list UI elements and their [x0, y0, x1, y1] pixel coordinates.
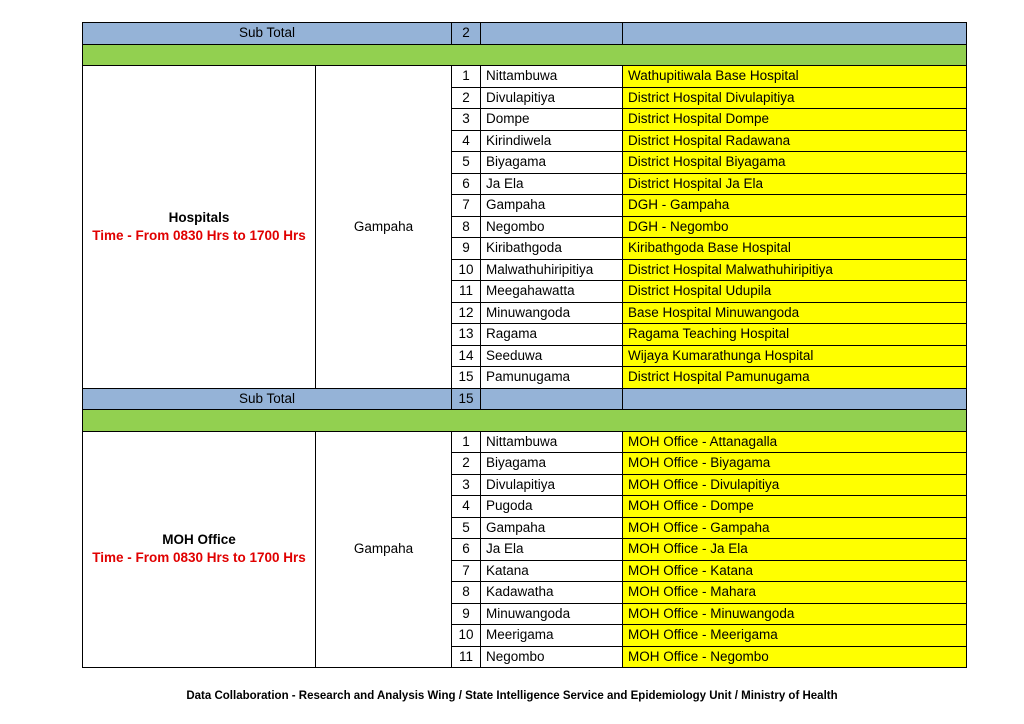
subtotal-value: 2 [452, 23, 481, 45]
row-number: 9 [452, 603, 481, 625]
row-number: 4 [452, 496, 481, 518]
place-cell: DGH - Negombo [623, 216, 967, 238]
subtotal-label: Sub Total [83, 23, 452, 45]
separator-cell [83, 44, 967, 66]
subtotal-empty [623, 23, 967, 45]
area-cell: Negombo [481, 216, 623, 238]
area-cell: Biyagama [481, 152, 623, 174]
area-cell: Malwathuhiripitiya [481, 259, 623, 281]
area-cell: Seeduwa [481, 345, 623, 367]
place-cell: MOH Office - Gampaha [623, 517, 967, 539]
row-number: 2 [452, 453, 481, 475]
place-cell: MOH Office - Attanagalla [623, 431, 967, 453]
row-number: 2 [452, 87, 481, 109]
category-time: Time - From 0830 Hrs to 1700 Hrs [92, 227, 306, 243]
row-number: 1 [452, 431, 481, 453]
place-cell: District Hospital Divulapitiya [623, 87, 967, 109]
place-cell: MOH Office - Mahara [623, 582, 967, 604]
place-cell: MOH Office - Ja Ela [623, 539, 967, 561]
row-number: 5 [452, 517, 481, 539]
row-number: 11 [452, 281, 481, 303]
separator-cell [83, 410, 967, 432]
place-cell: MOH Office - Meerigama [623, 625, 967, 647]
area-cell: Meerigama [481, 625, 623, 647]
place-cell: MOH Office - Negombo [623, 646, 967, 668]
locations-table [82, 22, 967, 668]
row-number: 14 [452, 345, 481, 367]
area-cell: Negombo [481, 646, 623, 668]
category-cell [83, 66, 316, 389]
area-cell: Ragama [481, 324, 623, 346]
place-cell: MOH Office - Divulapitiya [623, 474, 967, 496]
subtotal-value: 15 [452, 388, 481, 410]
place-cell: Wijaya Kumarathunga Hospital [623, 345, 967, 367]
separator-row [83, 410, 967, 432]
row-number: 10 [452, 259, 481, 281]
table-row [83, 66, 967, 88]
area-cell: Nittambuwa [481, 66, 623, 88]
place-cell: MOH Office - Minuwangoda [623, 603, 967, 625]
table-row [83, 431, 967, 453]
category-title: Hospitals [168, 209, 230, 225]
row-number: 15 [452, 367, 481, 389]
area-cell: Ja Ela [481, 539, 623, 561]
footer-credit: Data Collaboration - Research and Analysis Wing / State Intelligence Service and Epidemiology Unit / Ministry of Health [186, 690, 838, 702]
area-cell: Pugoda [481, 496, 623, 518]
category-time: Time - From 0830 Hrs to 1700 Hrs [92, 550, 306, 566]
place-cell: Wathupitiwala Base Hospital [623, 66, 967, 88]
row-number: 7 [452, 560, 481, 582]
place-cell: Ragama Teaching Hospital [623, 324, 967, 346]
row-number: 13 [452, 324, 481, 346]
row-number: 3 [452, 109, 481, 131]
subtotal-row [83, 23, 967, 45]
place-cell: MOH Office - Biyagama [623, 453, 967, 475]
row-number: 9 [452, 238, 481, 260]
row-number: 6 [452, 539, 481, 561]
place-cell: District Hospital Pamunugama [623, 367, 967, 389]
row-number: 12 [452, 302, 481, 324]
place-cell: Kiribathgoda Base Hospital [623, 238, 967, 260]
area-cell: Kiribathgoda [481, 238, 623, 260]
row-number: 10 [452, 625, 481, 647]
area-cell: Ja Ela [481, 173, 623, 195]
row-number: 3 [452, 474, 481, 496]
row-number: 7 [452, 195, 481, 217]
place-cell: District Hospital Radawana [623, 130, 967, 152]
district-cell: Gampaha [316, 431, 452, 668]
subtotal-label: Sub Total [83, 388, 452, 410]
place-cell: DGH - Gampaha [623, 195, 967, 217]
area-cell: Pamunugama [481, 367, 623, 389]
place-cell: District Hospital Malwathuhiripitiya [623, 259, 967, 281]
place-cell: District Hospital Dompe [623, 109, 967, 131]
place-cell: Base Hospital Minuwangoda [623, 302, 967, 324]
subtotal-empty [623, 388, 967, 410]
area-cell: Minuwangoda [481, 302, 623, 324]
separator-row [83, 44, 967, 66]
subtotal-empty [481, 388, 623, 410]
place-cell: MOH Office - Dompe [623, 496, 967, 518]
area-cell: Kirindiwela [481, 130, 623, 152]
row-number: 11 [452, 646, 481, 668]
area-cell: Minuwangoda [481, 603, 623, 625]
row-number: 1 [452, 66, 481, 88]
row-number: 5 [452, 152, 481, 174]
area-cell: Divulapitiya [481, 87, 623, 109]
area-cell: Kadawatha [481, 582, 623, 604]
row-number: 4 [452, 130, 481, 152]
area-cell: Divulapitiya [481, 474, 623, 496]
area-cell: Gampaha [481, 517, 623, 539]
row-number: 8 [452, 216, 481, 238]
category-title: MOH Office [162, 532, 236, 548]
subtotal-empty [481, 23, 623, 45]
place-cell: District Hospital Biyagama [623, 152, 967, 174]
row-number: 8 [452, 582, 481, 604]
area-cell: Dompe [481, 109, 623, 131]
district-cell: Gampaha [316, 66, 452, 389]
area-cell: Nittambuwa [481, 431, 623, 453]
place-cell: District Hospital Udupila [623, 281, 967, 303]
area-cell: Katana [481, 560, 623, 582]
row-number: 6 [452, 173, 481, 195]
category-cell [83, 431, 316, 668]
area-cell: Biyagama [481, 453, 623, 475]
area-cell: Gampaha [481, 195, 623, 217]
subtotal-row [83, 388, 967, 410]
place-cell: District Hospital Ja Ela [623, 173, 967, 195]
area-cell: Meegahawatta [481, 281, 623, 303]
place-cell: MOH Office - Katana [623, 560, 967, 582]
